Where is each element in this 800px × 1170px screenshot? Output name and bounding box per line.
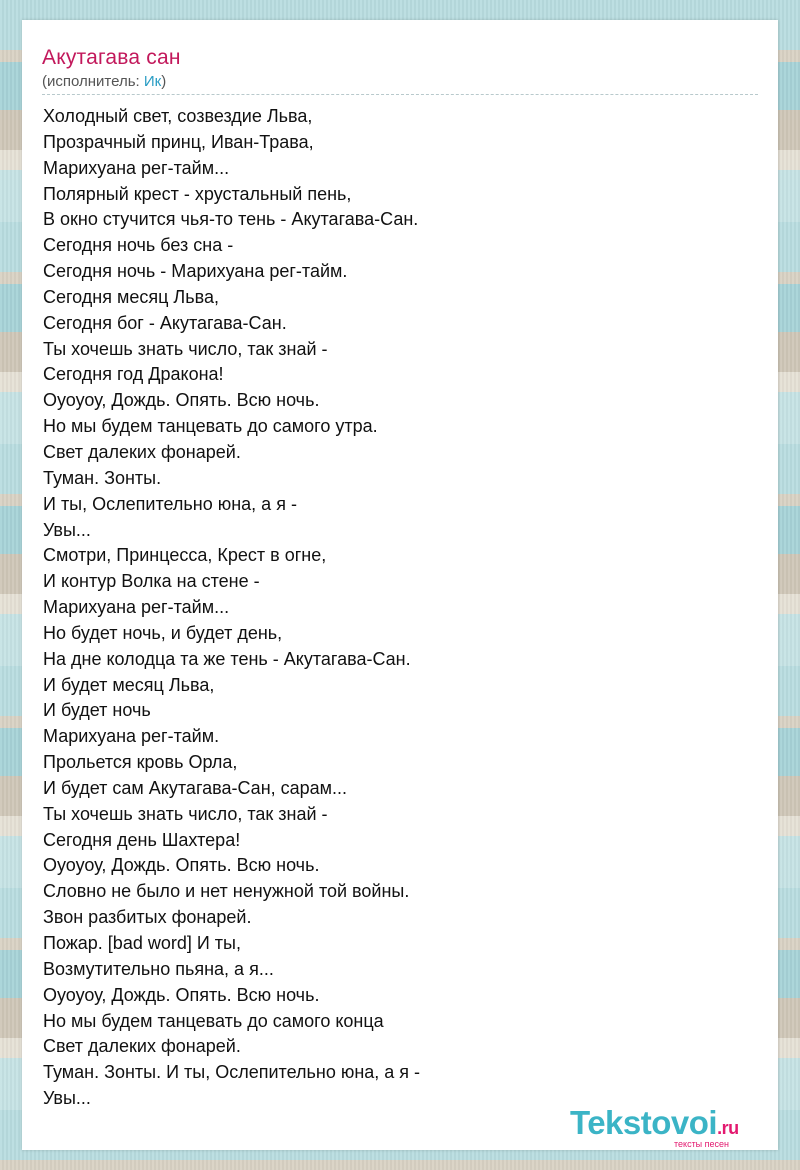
lyric-line: Возмутительно пьяна, а я... [43,958,274,979]
logo-tagline: тексты песен [674,1139,730,1149]
lyric-line: Марихуана рег-тайм... [43,597,230,618]
lyric-line: И будет сам Акутагава-Сан, сарам... [43,777,348,798]
lyrics-card [22,20,778,1150]
lyric-line: Прольется кровь Орла, [43,752,238,773]
lyric-line: И будет ночь [43,700,151,721]
lyric-line: Оуоуоу, Дождь. Опять. Всю ночь. [43,390,320,411]
lyrics-text [43,104,758,1112]
lyric-line: Оуоуоу, Дождь. Опять. Всю ночь. [43,984,320,1005]
lyric-line: Увы... [43,1088,91,1109]
artist-link[interactable]: Ик [143,73,162,90]
lyric-line: Холодный свет, созвездие Льва, [43,106,313,126]
lyric-line: Но будет ночь, и будет день, [43,622,283,643]
lyric-line: И ты, Ослепительно юна, а я - [43,493,297,514]
lyric-line: Свет далеких фонарей. [43,441,241,462]
lyric-line: Оуоуоу, Дождь. Опять. Всю ночь. [43,855,320,876]
lyric-line: Туман. Зонты. И ты, Ослепительно юна, а я - [43,1062,421,1083]
logo-tld: .ru [717,1118,739,1138]
lyric-line: Сегодня день Шахтера! [43,829,241,850]
lyric-line: Пожар. [bad word] И ты, [43,933,241,953]
lyric-line: Сегодня бог - Акутагава-Сан. [43,312,287,333]
lyric-line: Марихуана рег-тайм. [43,726,220,747]
lyric-line: Но мы будем танцевать до самого утра. [43,416,378,437]
artist-line [42,73,166,90]
lyric-line: Ты хочешь знать число, так знай - [43,338,328,359]
site-logo[interactable] [570,1104,780,1149]
logo-main-text: Tekstovoi [570,1104,718,1141]
artist-prefix: (исполнитель: [42,73,144,90]
lyric-line: Прозрачный принц, Иван-Трава, [43,131,314,152]
artist-suffix: ) [161,73,167,90]
lyric-line: Смотри, Принцесса, Крест в огне, [43,545,327,566]
lyric-line: Увы... [43,519,91,540]
lyric-line: Сегодня год Дракона! [43,364,224,385]
lyric-line: Ты хочешь знать число, так знай - [43,803,328,824]
lyric-line: Марихуана рег-тайм... [43,157,230,178]
song-title: Акутагава сан [42,46,181,69]
lyric-line: Свет далеких фонарей. [43,1036,241,1057]
lyric-line: Сегодня ночь без сна - [43,235,234,256]
lyric-line: Но мы будем танцевать до самого конца [43,1010,384,1031]
lyric-line: Сегодня месяц Льва, [43,286,219,307]
lyric-line: И контур Волка на стене - [43,571,260,592]
lyric-line: Сегодня ночь - Марихуана рег-тайм. [43,261,348,282]
lyric-line: На дне колодца та же тень - Акутагава-Сан. [43,648,411,669]
logo-wordmark [570,1104,739,1142]
lyric-line: И будет месяц Льва, [43,674,215,695]
lyric-line: В окно стучится чья-то тень - Акутагава-Сан. [43,209,419,230]
lyric-line: Туман. Зонты. [43,467,162,488]
header-divider [42,94,758,95]
lyric-line: Словно не было и нет ненужной той войны. [43,881,410,902]
lyric-line: Звон разбитых фонарей. [43,907,252,928]
lyric-line: Полярный крест - хрустальный пень, [43,183,352,204]
